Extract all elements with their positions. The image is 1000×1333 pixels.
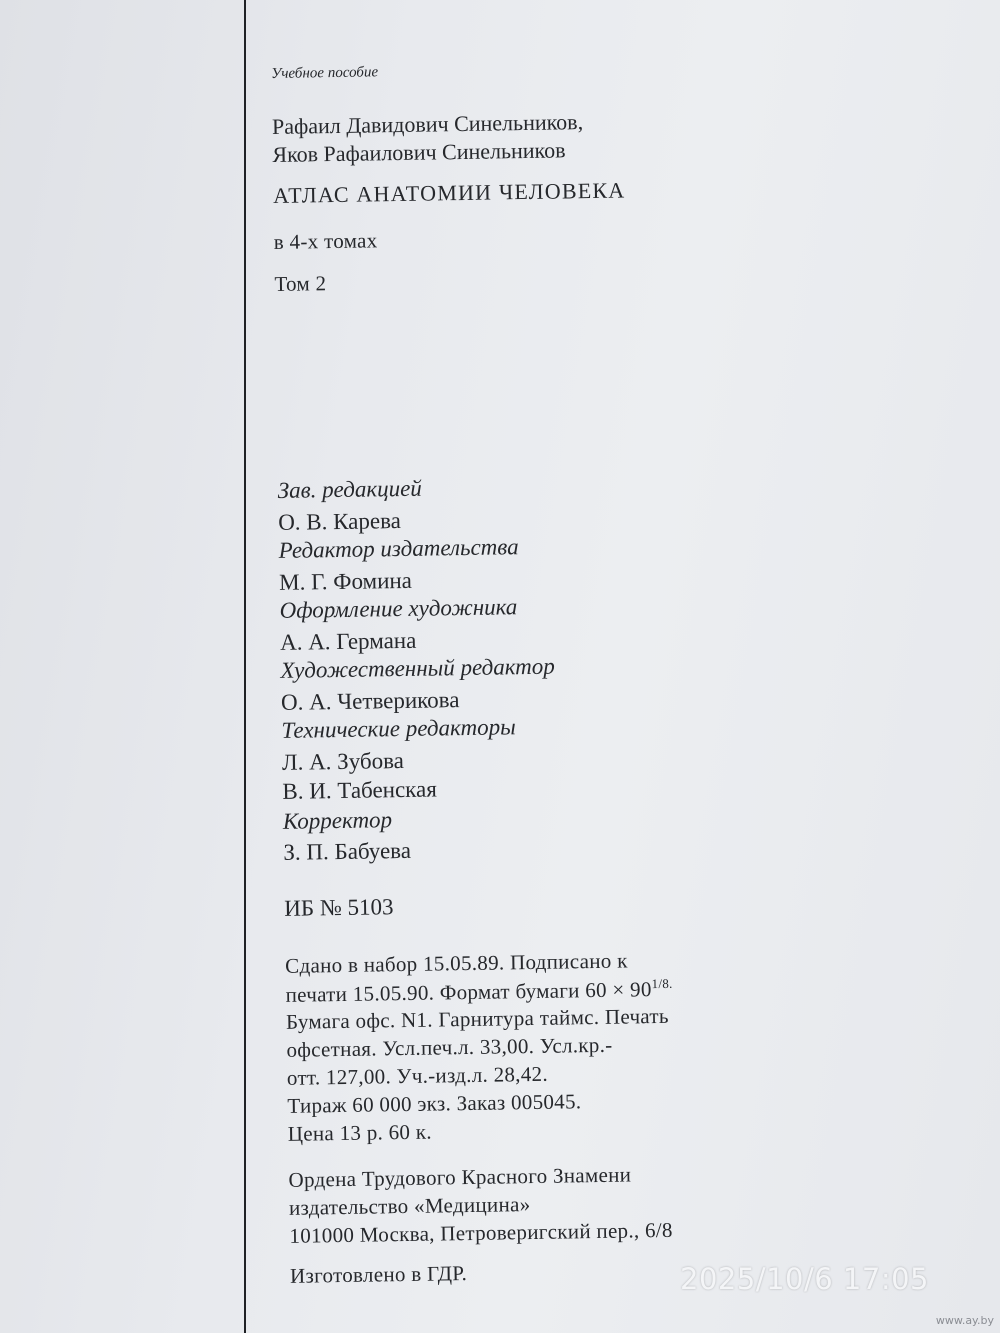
credit-name: М. Г. Фомина: [278, 567, 413, 595]
publisher-line: издательство «Медицина»: [288, 1192, 531, 1220]
credit-name: В. И. Табенская: [282, 776, 437, 804]
imprint-line: [285, 976, 673, 1008]
imprint-line: Цена 13 р. 60 к.: [287, 1119, 433, 1146]
credit-role: Технические редакторы: [281, 714, 516, 743]
credit-name: Л. А. Зубова: [281, 747, 405, 775]
ib-number: ИБ № 5103: [284, 894, 394, 921]
book-title: АТЛАС АНАТОМИИ ЧЕЛОВЕКА: [272, 177, 626, 208]
publisher-line: Ордена Трудового Красного Знамени: [288, 1162, 632, 1192]
imprint-line: Сдано в набор 15.05.89. Подписано к: [284, 948, 628, 978]
credit-name: З. П. Бабуева: [283, 837, 412, 865]
credit-role: Художественный редактор: [280, 653, 555, 683]
credit-name: О. В. Карева: [278, 508, 402, 535]
credit-name: А. А. Германа: [279, 627, 417, 655]
imprint-line: отт. 127,00. Уч.-изд.л. 28,42.: [286, 1061, 549, 1090]
author-2: Яков Рафаилович Синельников: [272, 137, 566, 167]
publisher-line: 101000 Москва, Петроверигский пер., 6/8: [289, 1217, 673, 1248]
series-label: Учебное пособие: [271, 64, 379, 82]
photo-timestamp: 2025/10/6 17:05: [680, 1262, 929, 1296]
imprint-line: Тираж 60 000 экз. Заказ 005045.: [287, 1089, 582, 1118]
imprint-line: офсетная. Усл.печ.л. 33,00. Усл.кр.-: [286, 1032, 613, 1062]
credit-name: О. А. Четверикова: [280, 687, 460, 715]
volume-number: Том 2: [274, 271, 327, 296]
credit-role: Редактор издательства: [278, 534, 519, 563]
volumes-note: в 4-х томах: [273, 228, 378, 254]
format-fraction: 1/8.: [651, 975, 673, 992]
credit-role: Оформление художника: [279, 594, 518, 623]
credit-role: Корректор: [282, 807, 393, 834]
author-1: Рафаил Давидович Синельников,: [271, 109, 584, 139]
book-gutter-line: [244, 0, 246, 1333]
imprint-line-text: печати 15.05.90. Формат бумаги 60 × 90: [285, 977, 652, 1007]
printed-in: Изготовлено в ГДР.: [289, 1261, 468, 1288]
colophon-page: [270, 0, 991, 1333]
imprint-line: Бумага офс. N1. Гарнитура таймс. Печать: [285, 1003, 669, 1034]
site-watermark: www.ay.by: [935, 1314, 994, 1327]
credit-role: Зав. редакцией: [277, 475, 422, 503]
